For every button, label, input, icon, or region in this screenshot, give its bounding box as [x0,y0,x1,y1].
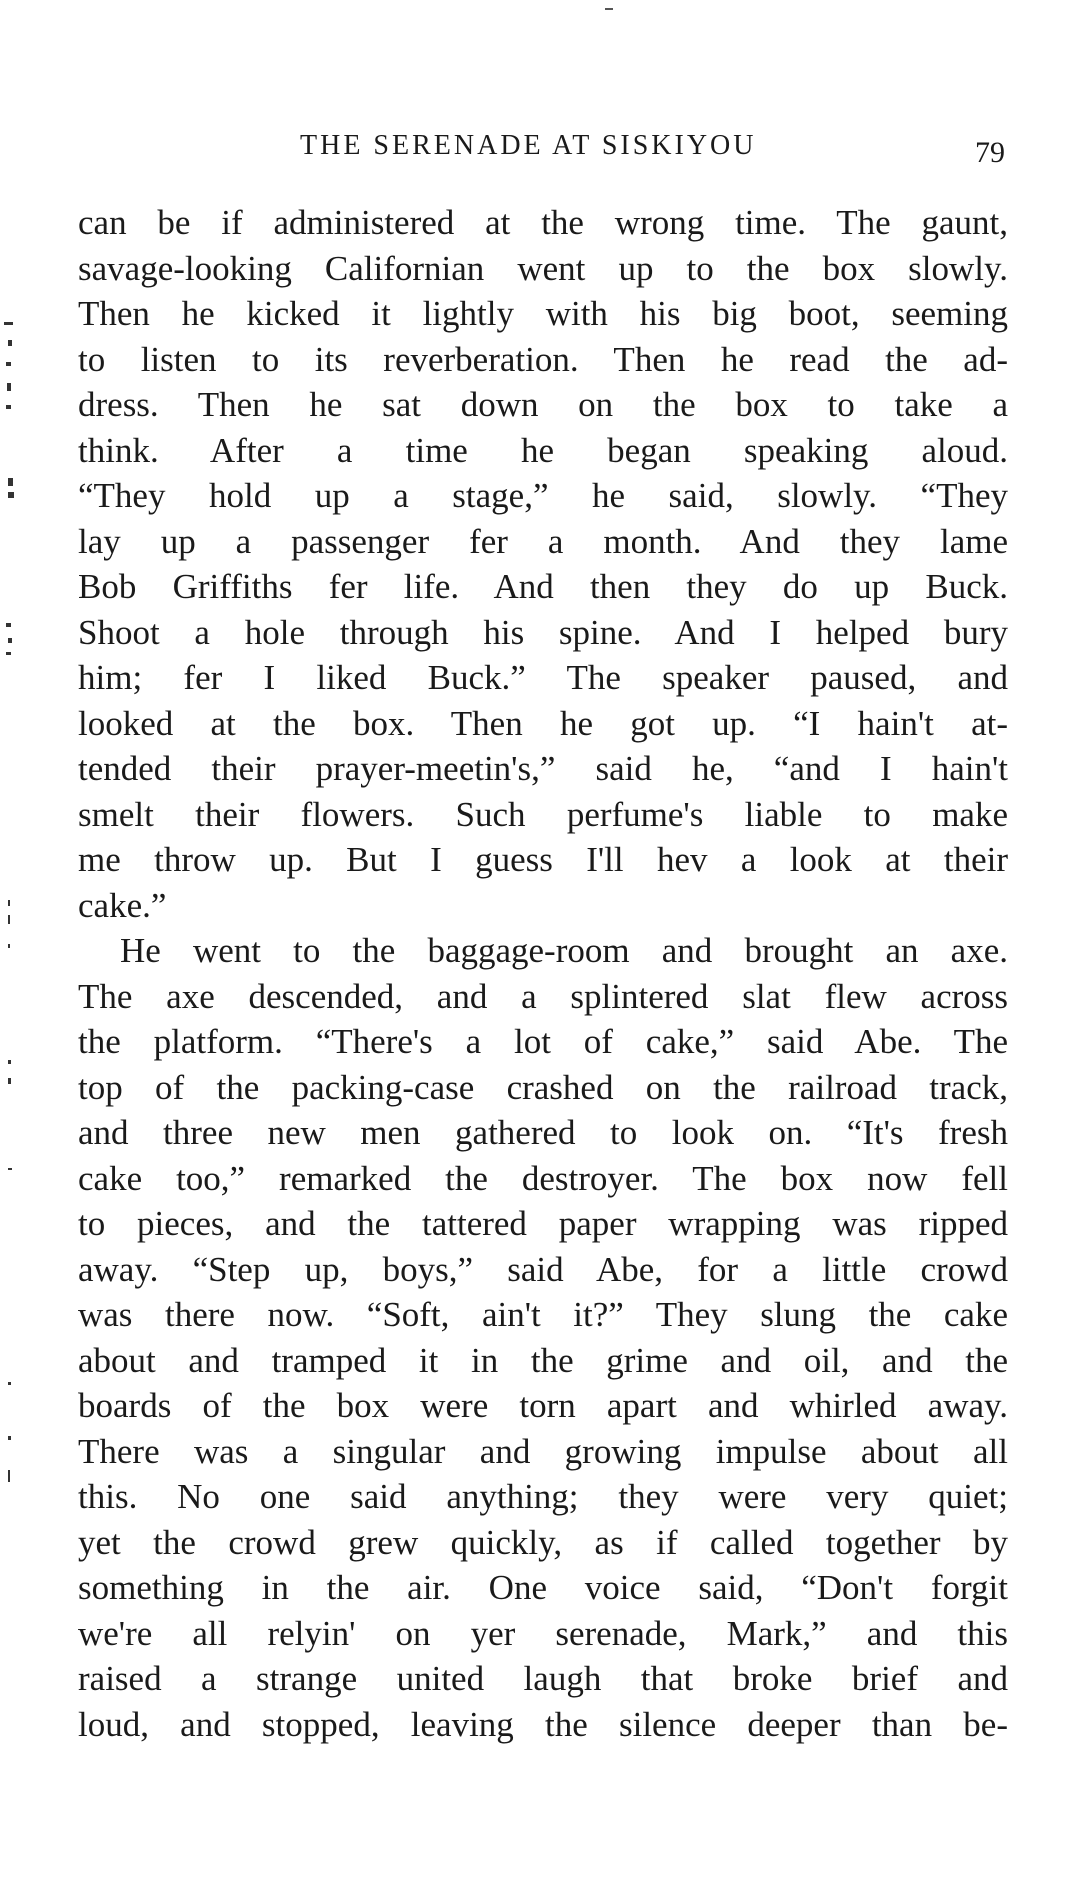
margin-scan-marks [0,0,60,1877]
text-line: him; fer I liked Buck.” The speaker paused, and [78,658,1008,697]
text-line: think. After a time he began speaking aloud. [78,430,1008,470]
margin-speck [8,1078,11,1084]
text-line: He went to the baggage-room and brought an axe. [120,931,1008,970]
text-line: the platform. “There's a lot of cake,” said Abe. The [78,1022,1008,1061]
margin-speck [8,340,12,346]
text-line: Bob Griffiths fer life. And then they do up Buck. [78,567,1008,606]
margin-speck [8,1382,11,1385]
text-line: The axe descended, and a splintered slat flew across [78,976,1008,1016]
text-line: tended their prayer-meetin's,” said he, “and I hain't [78,749,1008,788]
text-line: “They hold up a stage,” he said, slowly. “They [78,476,1008,515]
margin-speck [8,1436,11,1440]
page-number: 79 [975,136,1005,169]
text-line: looked at the box. Then he got up. “I hain't at- [78,703,1008,743]
margin-speck [4,322,13,325]
scan-mark [605,8,613,10]
text-line: and three new men gathered to look on. “It's fresh [78,1113,1008,1152]
text-line: smelt their flowers. Such perfume's liable to make [78,794,1008,834]
margin-speck [8,638,12,643]
margin-speck [8,1060,11,1064]
text-line: yet the crowd grew quickly, as if called together by [78,1522,1008,1562]
text-line: this. No one said anything; they were very quiet; [78,1477,1008,1516]
body-text [78,200,1008,1747]
margin-speck [6,362,11,366]
text-line: dress. Then he sat down on the box to take a [78,385,1008,424]
margin-speck [8,900,10,906]
margin-speck [8,915,10,924]
margin-speck [6,623,11,627]
text-line: lay up a passenger fer a month. And they lame [78,521,1008,561]
text-line: to listen to its reverberation. Then he read the ad- [78,339,1008,379]
text-line: savage-looking Californian went up to the box slowly. [78,248,1008,288]
margin-speck [6,405,11,409]
text-line: There was a singular and growing impulse about all [78,1431,1008,1471]
text-line: me throw up. But I guess I'll hev a look at their [78,840,1008,879]
running-title: THE SERENADE AT SISKIYOU [300,130,757,161]
text-line: something in the air. One voice said, “Don't forgit [78,1568,1008,1607]
text-line: can be if administered at the wrong time. The gaunt, [78,203,1008,242]
text-line: to pieces, and the tattered paper wrapping was ripped [78,1204,1008,1243]
margin-speck [6,652,11,655]
text-line: cake.” [78,885,167,925]
text-line: raised a strange united laugh that broke brief and [78,1659,1008,1698]
text-line: boards of the box were torn apart and whirled away. [78,1386,1008,1425]
margin-speck [8,492,14,498]
margin-speck [8,1470,10,1482]
text-line: Then he kicked it lightly with his big boot, seeming [78,294,1008,333]
text-line: top of the packing-case crashed on the railroad track, [78,1067,1008,1107]
text-line: cake too,” remarked the destroyer. The box now fell [78,1158,1008,1198]
text-line: we're all relyin' on yer serenade, Mark,” and this [78,1613,1008,1653]
margin-speck [8,478,13,486]
text-line: loud, and stopped, leaving the silence deeper than be- [78,1704,1008,1744]
text-line: was there now. “Soft, ain't it?” They slung the cake [78,1295,1008,1334]
text-line: away. “Step up, boys,” said Abe, for a little crowd [78,1249,1008,1289]
margin-speck [7,383,11,391]
text-line: Shoot a hole through his spine. And I helped bury [78,612,1008,652]
margin-speck [8,1168,12,1170]
margin-speck [8,944,10,948]
text-line: about and tramped it in the grime and oil, and the [78,1340,1008,1380]
